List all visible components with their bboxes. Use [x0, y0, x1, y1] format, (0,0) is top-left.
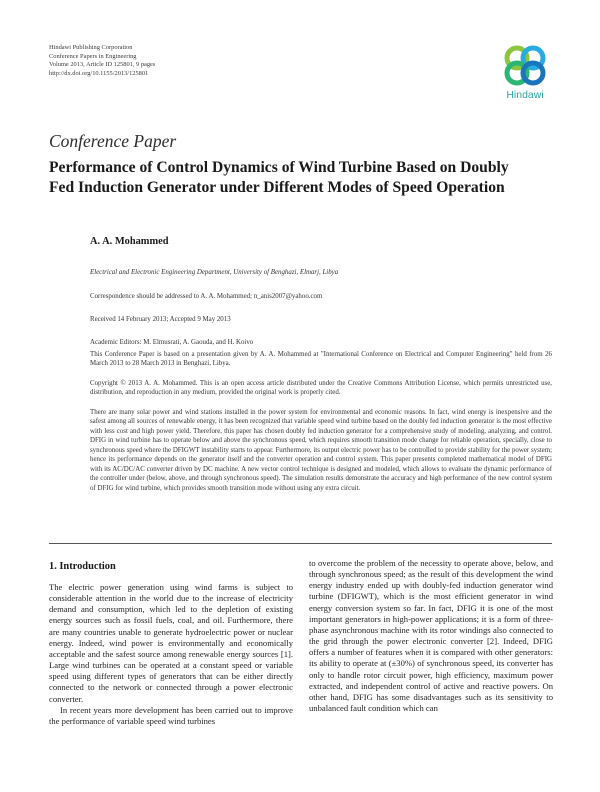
dates: Received 14 February 2013; Accepted 9 May 2013	[90, 316, 231, 323]
journal-name: Conference Papers in Engineering	[49, 52, 137, 60]
conference-note: This Conference Paper is based on a presentation given by A. A. Mohammed at "International Conference on Electrical and Computer Engineering" held from 26 March 2013 to 28 March 2013 in Benghazi, Libya.	[90, 351, 552, 368]
academic-editors: Academic Editors: M. Elmusrati, A. Gaouda, and H. Koivo	[90, 339, 254, 346]
abstract: There are many solar power and wind stations installed in the power system for environmental and economic reasons. In fact, wind energy is inexpensive and the safest among all sources of renewable energy, it has been recognized that variable speed wind turbine based on the doubly fed induction generator is the most effective with less cost and high power yield. Therefore, this paper has chosen doubly fed induction generator for a comprehensive study of modeling, analyzing, and control. DFIG in wind turbine has to operate below and above the synchronous speed, which requires smooth transition mode change for reliable operation, specially, close to synchronous speed where the DFIGWT instability starts to appear. Furthermore, its output electric power has to be controlled to provide stability for the power system; hence its performance depends on the generator itself and the converter operation and control system. This paper presents completed mathematical model of DFIG with its AC/DC/AC converter driven by DC machine. A new vector control technique is designed and modeled, which allows to evaluate the dynamic performance of the controller under (below, above, and through synchronous speed). The simulation results demonstrate the accuracy and high performance of the new control system of DFIG for wind turbine, which provides smooth transition mode without using any extra circuit.	[90, 409, 552, 492]
intro-paragraph-2: In recent years more development has been carried out to improve the performance of variable speed wind turbines	[49, 704, 293, 726]
hindawi-logo	[496, 42, 554, 101]
affiliation: Electrical and Electronic Engineering Department, University of Benghazi, Elmarj, Libya	[90, 269, 339, 276]
journal-info	[49, 44, 155, 78]
section-heading: 1. Introduction	[49, 561, 116, 572]
section-divider	[49, 543, 552, 544]
hindawi-logo-text: Hindawi	[506, 89, 544, 101]
publisher-name: Hindawi Publishing Corporation	[49, 44, 133, 51]
left-column	[49, 582, 293, 727]
article-type: Conference Paper	[49, 131, 177, 151]
hindawi-logo-icon	[496, 42, 554, 88]
doi-link[interactable]: http://dx.doi.org/10.1155/2013/125801	[49, 69, 149, 77]
copyright-notice: Copyright © 2013 A. A. Mohammed. This is an open access article distributed under the Creative Commons Attribution License, which permits unrestricted use, distribution, and reproduction in any medium, provided the original work is properly cited.	[90, 380, 552, 397]
intro-paragraph-1: The electric power generation using wind farms is subject to considerable attention in the world due to the increase of electricity demand and consumption, which led to the depletion of existing energy sources such as fossil fuels, coal, and oil. Furthermore, there are many countries unable to generate hydroelectric power or nuclear energy. Indeed, wind power is environmentally and economically acceptable and the safest source among renewable energy sources [1]. Large wind turbines can be operated at a constant speed or variable speed using different types of generators that can be either directly connected to the network or connected through a power electronic converter.	[49, 582, 293, 704]
right-column	[309, 558, 553, 714]
author-name: A. A. Mohammed	[90, 236, 169, 247]
intro-paragraph-3: to overcome the problem of the necessity to operate above, below, and through synchronous speed; as the result of this development the wind energy industry ended up with doubly-fed induction generator wind turbine (DFIGWT), which is the most efficient generator in wind energy conversion system so far. In fact, DFIG it is one of the most important generators in high-power applications; it is a form of three-phase asynchronous machine with its rotor windings also connected to the grid through the power electronic converter [2]. Indeed, DFIG offers a number of features when it is compared with other generators: its ability to operate at (±30%) of synchronous speed, its converter has only to handle rotor circuit power, high efficiency, maximum power extracted, and independent control of active and reactive powers. On other hand, DFIG has some disadvantages such as its sensitivity to unbalanced fault condition which can	[309, 558, 553, 714]
volume-info: Volume 2013, Article ID 125801, 9 pages	[49, 61, 156, 69]
correspondence: Correspondence should be addressed to A. A. Mohammed; n_anis2007@yahoo.com	[90, 293, 323, 300]
article-title: Performance of Control Dynamics of Wind Turbine Based on Doubly Fed Induction Generator under Different Modes of Speed Operation	[49, 159, 509, 196]
